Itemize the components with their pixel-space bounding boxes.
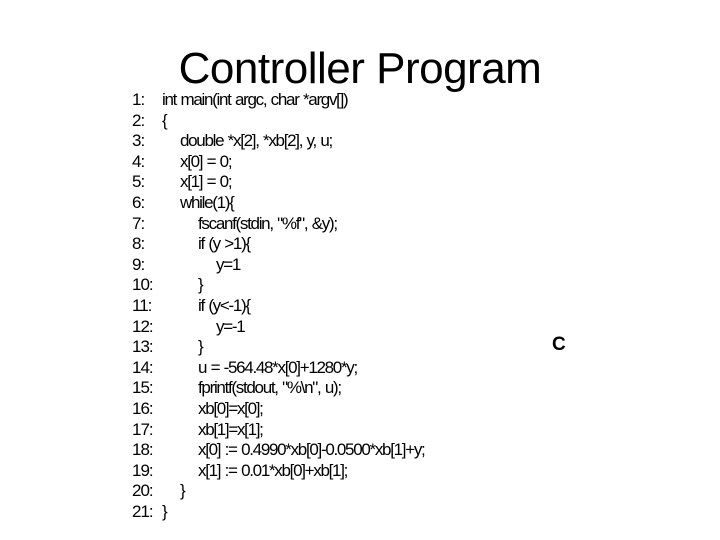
line-number: 18: <box>132 440 153 460</box>
line-number: 21: <box>132 501 153 521</box>
code-text: x[1] = 0; <box>180 172 232 192</box>
code-text: xb[0]=x[0]; <box>198 398 263 418</box>
line-number: 8: <box>132 234 145 254</box>
line-number: 16: <box>132 398 153 418</box>
code-text: fscanf(stdin, "%f", &y); <box>198 213 337 233</box>
code-text: } <box>198 337 203 357</box>
line-number: 3: <box>132 131 145 151</box>
line-number: 9: <box>132 254 145 274</box>
side-label: C <box>552 334 566 355</box>
line-number: 10: <box>132 275 153 295</box>
code-text: } <box>180 481 185 501</box>
line-number: 5: <box>132 172 145 192</box>
code-text: u = -564.48*x[0]+1280*y; <box>198 357 357 377</box>
code-text: if (y >1){ <box>198 234 250 254</box>
line-number: 4: <box>132 151 145 171</box>
code-text: x[0] := 0.4990*xb[0]-0.0500*xb[1]+y; <box>198 440 425 460</box>
line-number: 1: <box>132 90 145 109</box>
code-text: y=1 <box>216 254 240 274</box>
code-text: x[0] = 0; <box>180 151 232 171</box>
code-text: y=-1 <box>216 316 245 336</box>
line-number: 13: <box>132 337 153 357</box>
code-text: while(1){ <box>180 192 234 212</box>
line-number: 12: <box>132 316 153 336</box>
slide-title: Controller Program <box>178 44 542 93</box>
line-number: 15: <box>132 378 153 398</box>
code-text: { <box>162 110 167 130</box>
code-text: x[1] := 0.01*xb[0]+xb[1]; <box>198 460 348 480</box>
code-text: } <box>162 501 167 521</box>
line-number: 17: <box>132 419 153 439</box>
line-number: 2: <box>132 110 145 130</box>
code-text: fprintf(stdout, "%\n", u); <box>198 378 341 398</box>
line-number: 7: <box>132 213 145 233</box>
line-number: 20: <box>132 481 153 501</box>
line-number: 14: <box>132 357 153 377</box>
line-number: 11: <box>132 295 152 315</box>
line-number: 19: <box>132 460 153 480</box>
code-text: double *x[2], *xb[2], y, u; <box>180 131 332 151</box>
code-text: xb[1]=x[1]; <box>198 419 263 439</box>
line-number: 6: <box>132 192 145 212</box>
code-text: int main(int argc, char *argv[]) <box>162 90 348 109</box>
code-text: if (y<-1){ <box>198 295 250 315</box>
code-text: } <box>198 275 203 295</box>
